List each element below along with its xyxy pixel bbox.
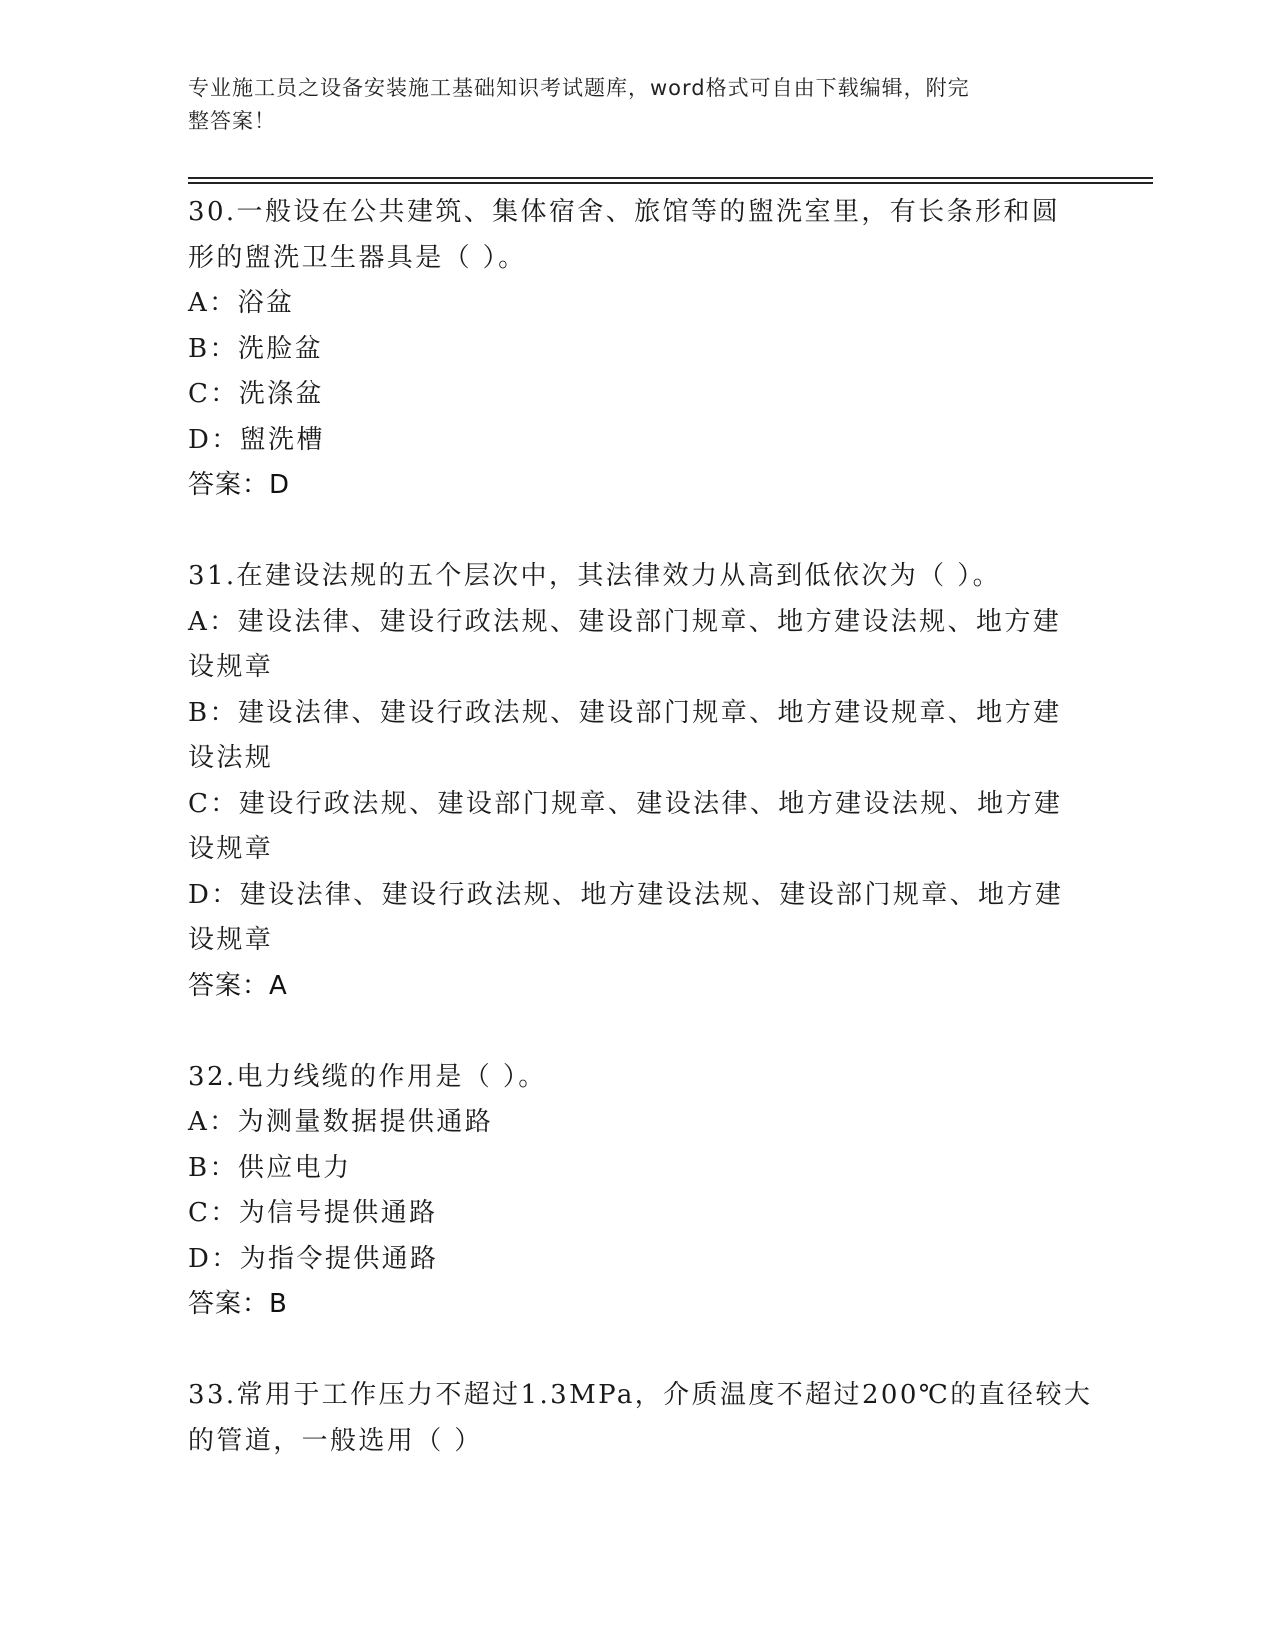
question-text: 32.电力线缆的作用是（ ）。	[188, 1061, 547, 1092]
document-header	[188, 72, 1068, 138]
question-spacer	[188, 1328, 1088, 1374]
option-text: C：洗涤盆	[188, 379, 324, 409]
header-line-1: 专业施工员之设备安装施工基础知识考试题库，word格式可自由下载编辑，附完	[188, 76, 970, 100]
question-text: 形的盥洗卫生器具是（ ）。	[188, 242, 527, 273]
header-divider-bottom	[188, 182, 1153, 184]
header-line-2: 整答案！	[188, 109, 276, 133]
question-block	[188, 554, 1088, 1009]
option-text: B：供应电力	[188, 1152, 352, 1183]
option-text: 设规章	[188, 925, 274, 955]
question-text: 的管道，一般选用（ ）	[188, 1425, 483, 1456]
question-block	[188, 1055, 1088, 1328]
option-text: A：建设法律、建设行政法规、建设部门规章、地方建设法规、地方建	[188, 606, 1062, 637]
answer-text: 答案：A	[188, 970, 288, 1001]
header-divider-top	[188, 177, 1153, 179]
question-text: 30.一般设在公共建筑、集体宿舍、旅馆等的盥洗室里，有长条形和圆	[188, 197, 1061, 227]
question-list	[188, 190, 1093, 1464]
question-spacer	[188, 509, 1088, 555]
option-text: C：为信号提供通路	[188, 1198, 438, 1228]
question-block	[188, 190, 1088, 509]
option-text: 设规章	[188, 834, 274, 864]
question-text: 33.常用于工作压力不超过1.3MPa，介质温度不超过200℃的直径较大	[188, 1380, 1093, 1410]
option-text: A：浴盆	[188, 288, 295, 318]
answer-text: 答案：B	[188, 1289, 288, 1319]
option-text: 设法规	[188, 743, 274, 773]
option-text: C：建设行政法规、建设部门规章、建设法律、地方建设法规、地方建	[188, 788, 1063, 819]
option-text: A：为测量数据提供通路	[188, 1107, 494, 1137]
option-text: B：洗脸盆	[188, 333, 324, 364]
question-spacer	[188, 1009, 1088, 1055]
option-text: D：为指令提供通路	[188, 1243, 439, 1274]
option-text: B：建设法律、建设行政法规、建设部门规章、地方建设规章、地方建	[188, 697, 1062, 728]
question-block	[188, 1373, 1093, 1464]
option-text: D：盥洗槽	[188, 424, 325, 455]
option-text: 设规章	[188, 652, 274, 682]
question-text: 31.在建设法规的五个层次中，其法律效力从高到低依次为（ ）。	[188, 561, 1002, 591]
answer-text: 答案：D	[188, 470, 291, 500]
option-text: D：建设法律、建设行政法规、地方建设法规、建设部门规章、地方建	[188, 879, 1064, 910]
